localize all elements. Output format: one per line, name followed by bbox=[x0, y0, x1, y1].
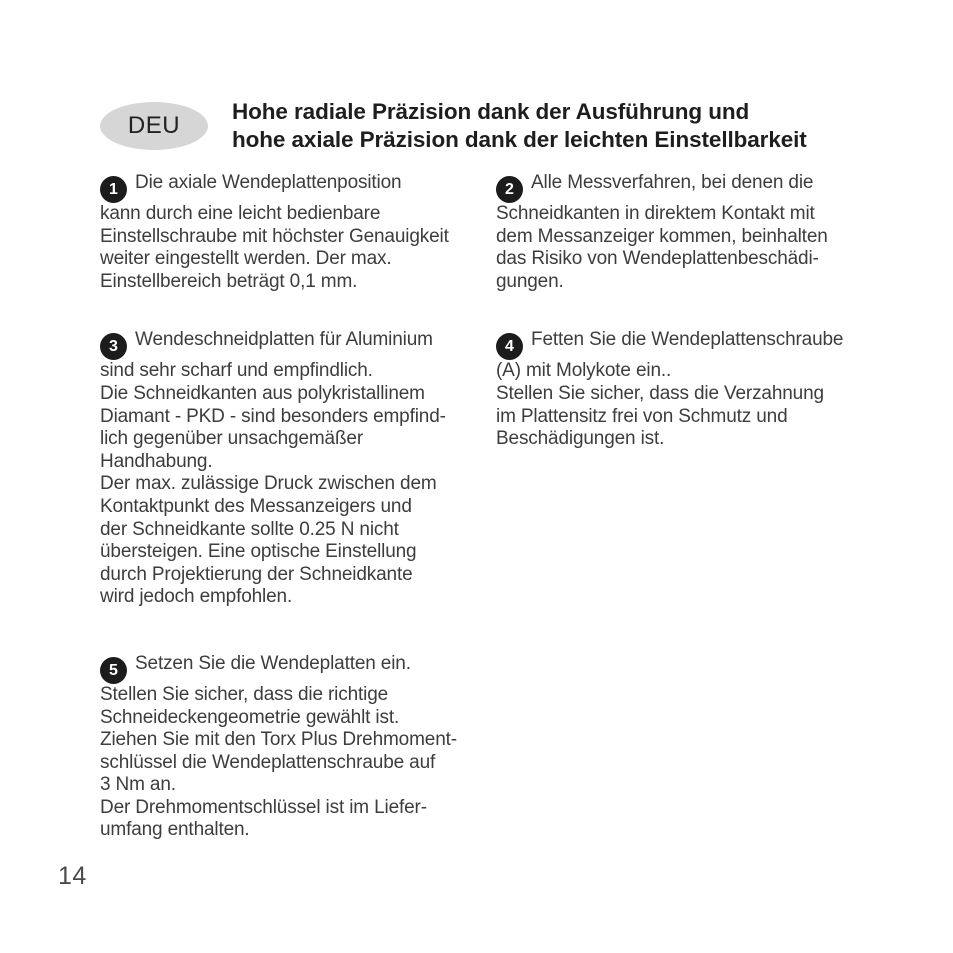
instruction-item-1 bbox=[100, 172, 496, 293]
instruction-line: 3 Nm an. bbox=[100, 774, 176, 796]
instruction-line bbox=[100, 172, 496, 203]
instruction-line: das Risiko von Wendeplattenbeschädi- bbox=[496, 248, 819, 270]
instruction-line: durch Projektierung der Schneidkante bbox=[100, 563, 413, 585]
instruction-line: (A) mit Molykote ein.. bbox=[496, 360, 672, 382]
step-number-badge-2: 2 bbox=[496, 176, 523, 203]
page-header bbox=[100, 98, 890, 154]
instruction-line bbox=[100, 329, 496, 360]
content-columns bbox=[100, 172, 900, 870]
instruction-item-4-body bbox=[496, 329, 892, 450]
instruction-line: Schneideckengeometrie gewählt ist. bbox=[100, 706, 400, 728]
instruction-line: Der max. zulässige Druck zwischen dem bbox=[100, 473, 437, 495]
instruction-line: Handhabung. bbox=[100, 450, 213, 472]
left-column bbox=[100, 172, 496, 870]
instruction-line: Der Drehmomentschlüssel ist im Liefer- bbox=[100, 796, 427, 818]
page-number: 14 bbox=[58, 862, 87, 890]
instruction-line: sind sehr scharf und empfindlich. bbox=[100, 360, 373, 382]
instruction-line: schlüssel die Wendeplattenschraube auf bbox=[100, 751, 436, 773]
step-number-badge-3: 3 bbox=[100, 333, 127, 360]
instruction-text: Wendeschneidplatten für Aluminium bbox=[135, 329, 433, 351]
instruction-item-1-body bbox=[100, 172, 496, 293]
instruction-line: Diamant - PKD - sind besonders empfind- bbox=[100, 405, 446, 427]
instruction-line: Einstellschraube mit höchster Genauigkeit bbox=[100, 225, 449, 247]
step-number-badge-5: 5 bbox=[100, 657, 127, 684]
instruction-item-3-body bbox=[100, 329, 496, 609]
instruction-line: umfang enthalten. bbox=[100, 819, 250, 841]
instruction-item-4 bbox=[496, 329, 892, 450]
instruction-item-5 bbox=[100, 653, 496, 842]
instruction-text: Alle Messverfahren, bei denen die bbox=[531, 172, 814, 193]
page-title-line-2: hohe axiale Präzision dank der leichten Einstellbarkeit bbox=[232, 127, 807, 152]
instruction-line: gungen. bbox=[496, 270, 564, 292]
instruction-line bbox=[496, 329, 892, 360]
instruction-text: Die axiale Wendeplattenposition bbox=[135, 172, 402, 193]
instruction-line bbox=[496, 172, 892, 203]
instruction-item-2-body bbox=[496, 172, 892, 293]
instruction-line: dem Messanzeiger kommen, beinhalten bbox=[496, 225, 828, 247]
instruction-line: Stellen Sie sicher, dass die Verzahnung bbox=[496, 382, 824, 404]
right-column bbox=[496, 172, 892, 495]
instruction-line: der Schneidkante sollte 0.25 N nicht bbox=[100, 518, 399, 540]
instruction-item-2 bbox=[496, 172, 892, 293]
instruction-line: wird jedoch empfohlen. bbox=[100, 586, 293, 608]
language-badge bbox=[100, 102, 208, 150]
instruction-line: lich gegenüber unsachgemäßer bbox=[100, 428, 364, 450]
instruction-line: Beschädigungen ist. bbox=[496, 428, 665, 450]
instruction-line: Die Schneidkanten aus polykristallinem bbox=[100, 382, 425, 404]
instruction-line: Kontaktpunkt des Messanzeigers und bbox=[100, 495, 412, 517]
step-number-badge-1: 1 bbox=[100, 176, 127, 203]
instruction-line: Ziehen Sie mit den Torx Plus Drehmoment- bbox=[100, 729, 457, 751]
page-title bbox=[232, 98, 807, 154]
instruction-line: Schneidkanten in direktem Kontakt mit bbox=[496, 203, 815, 224]
instruction-line: weiter eingestellt werden. Der max. bbox=[100, 248, 392, 270]
instruction-item-3 bbox=[100, 329, 496, 609]
instruction-line: Einstellbereich beträgt 0,1 mm. bbox=[100, 270, 358, 292]
instruction-line: kann durch eine leicht bedienbare bbox=[100, 203, 381, 224]
instruction-line: Stellen Sie sicher, dass die richtige bbox=[100, 683, 389, 705]
instruction-line: übersteigen. Eine optische Einstellung bbox=[100, 541, 417, 563]
language-badge-label: DEU bbox=[127, 112, 181, 139]
step-number-badge-4: 4 bbox=[496, 333, 523, 360]
instruction-text: Setzen Sie die Wendeplatten ein. bbox=[135, 652, 411, 674]
instruction-text: Fetten Sie die Wendeplattenschraube bbox=[531, 329, 844, 351]
instruction-line: im Plattensitz frei von Schmutz und bbox=[496, 405, 788, 427]
instruction-line bbox=[100, 653, 496, 684]
page-title-line-1: Hohe radiale Präzision dank der Ausführung und bbox=[232, 99, 750, 124]
instruction-item-5-body bbox=[100, 653, 496, 842]
